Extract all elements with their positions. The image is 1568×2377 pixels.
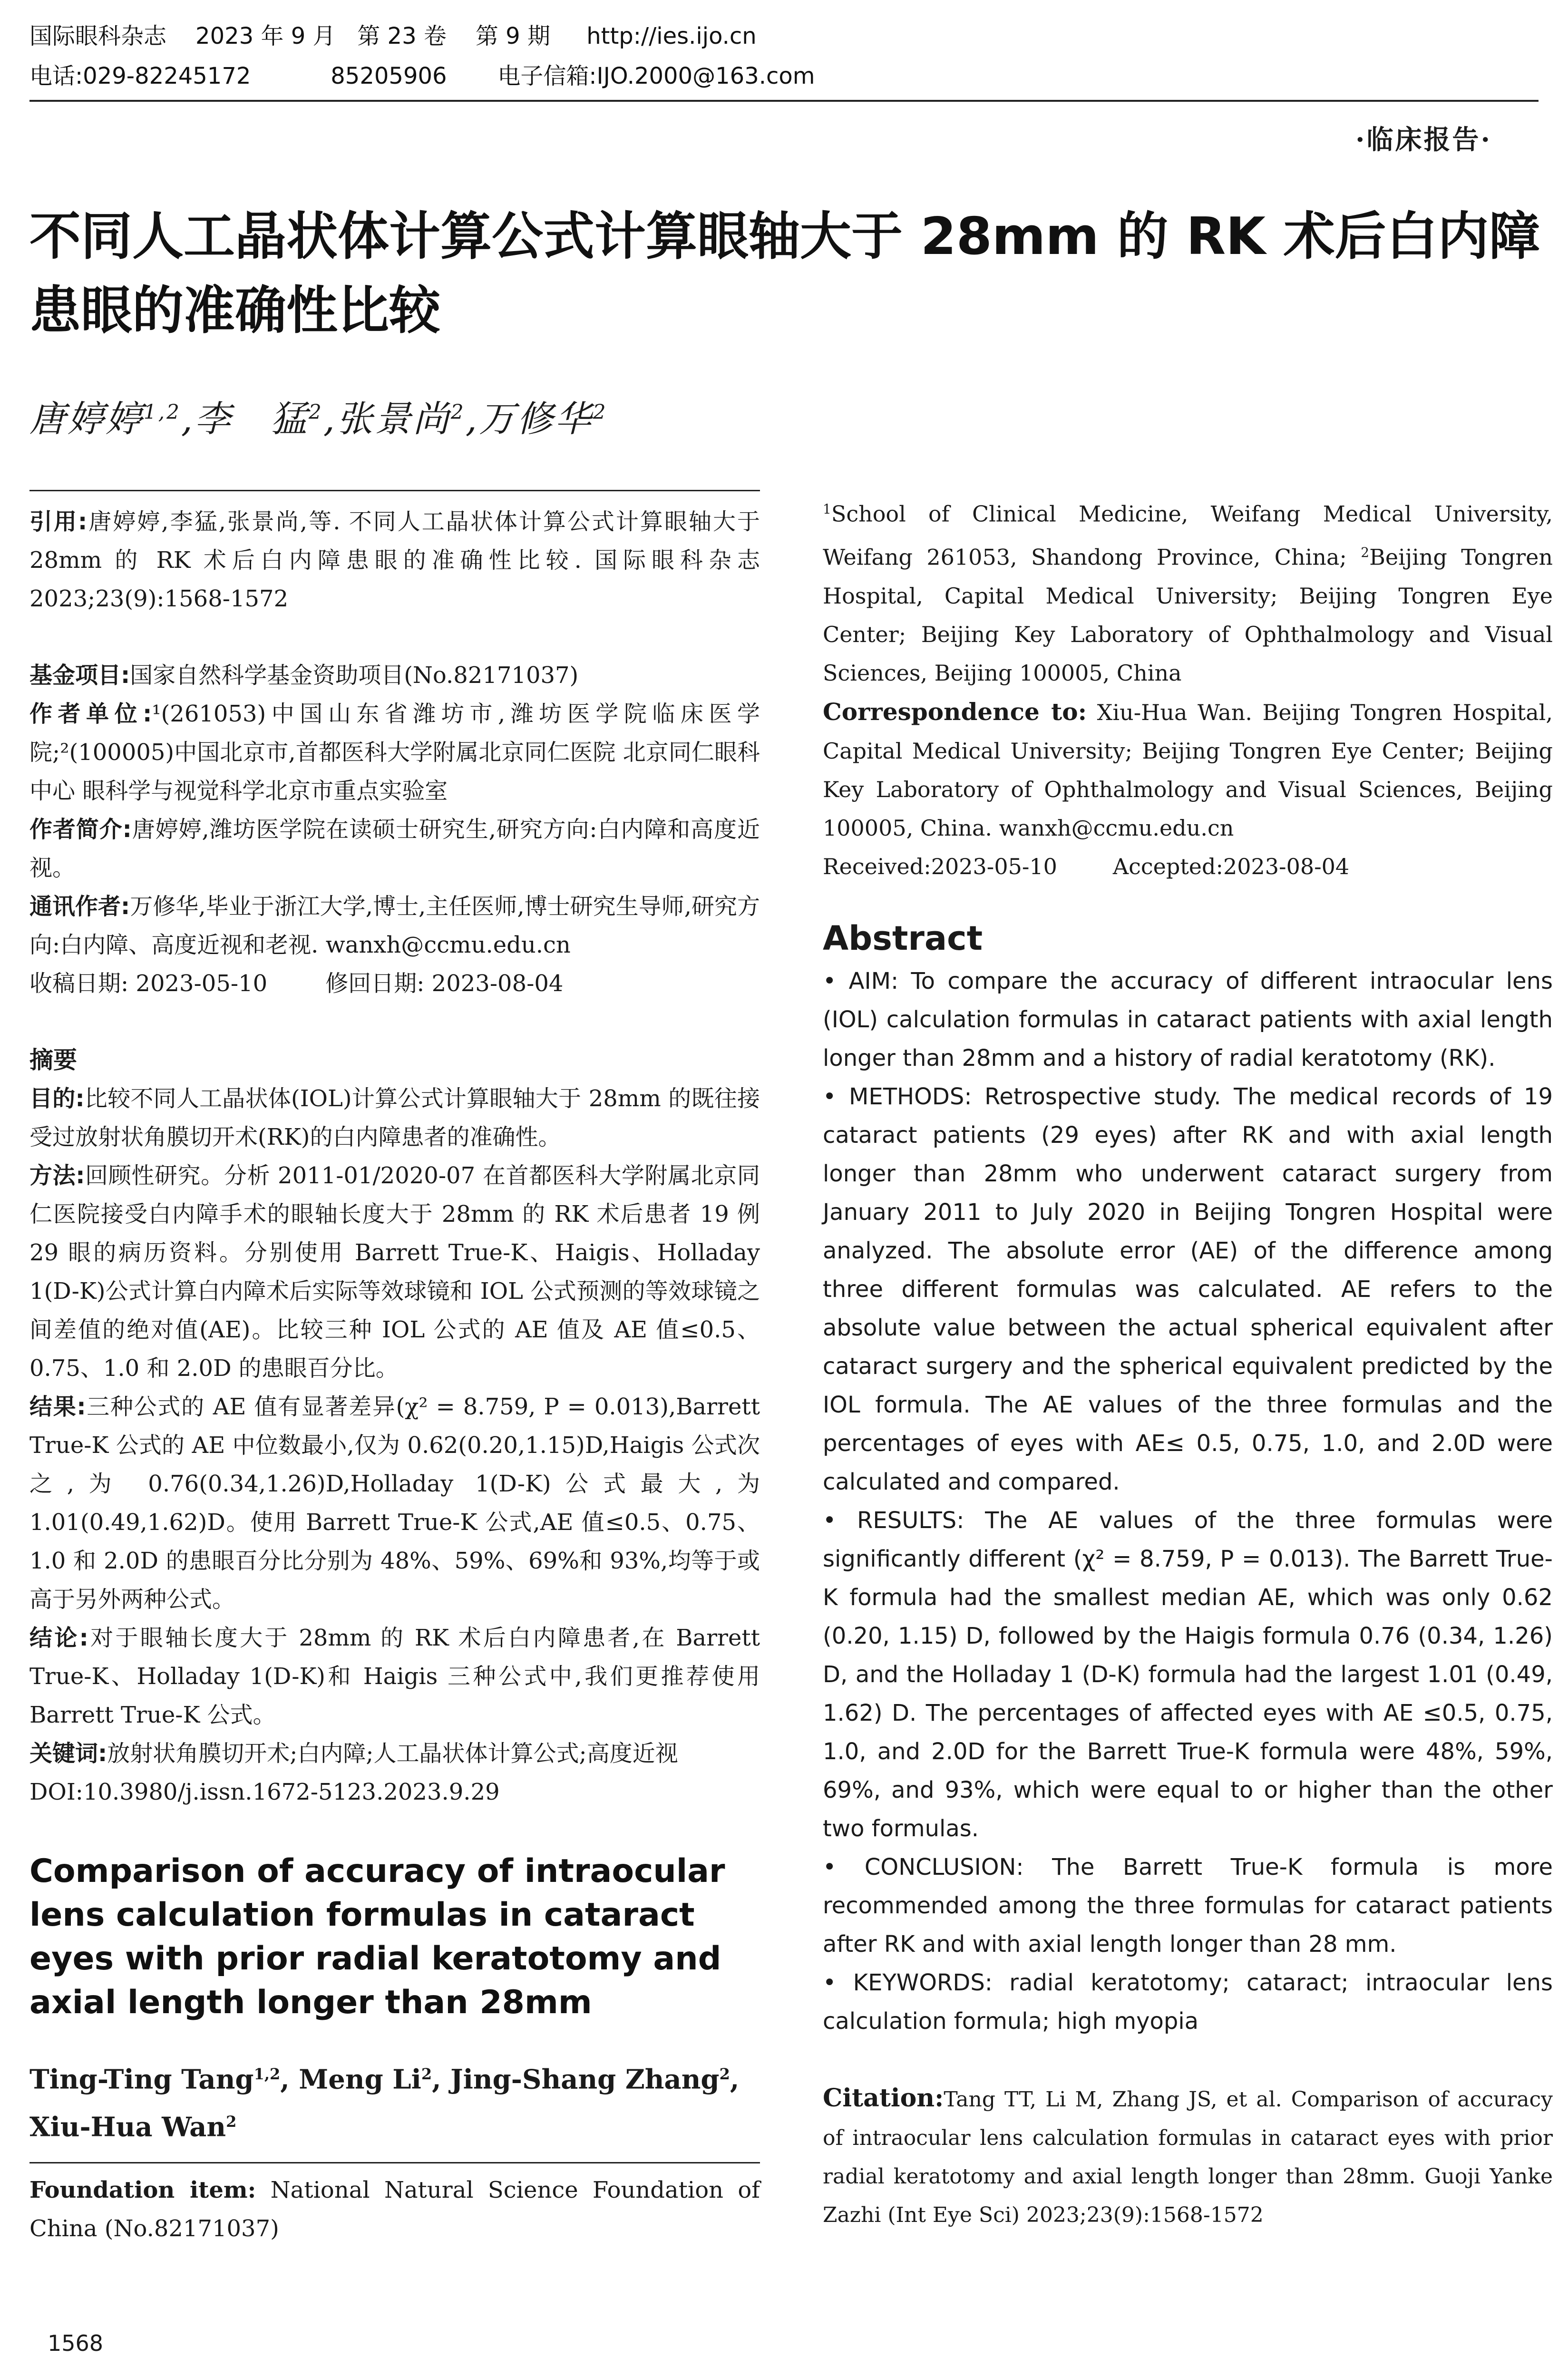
authors-chinese bbox=[29, 390, 608, 442]
page-number: 1568 bbox=[48, 2330, 104, 2356]
header-rule bbox=[29, 100, 1539, 102]
aim-cn: 目的:比较不同人工晶状体(IOL)计算公式计算眼轴大于 28mm 的既往接受过放射状角膜切开术(RK)的白内障患者的准确性。 bbox=[29, 1085, 760, 1150]
authors-english: Ting-Ting Tang$^{1,2}$, Meng Li$^2$, Jing-Shang Zhang$^2$, Xiu-Hua Wan$^2$ bbox=[29, 2064, 740, 2143]
author-bio: 作者简介:唐婷婷,潍坊医学院在读硕士研究生,研究方向:白内障和高度近视。 bbox=[29, 816, 760, 881]
dates-en: Received:2023-05-10 Accepted:2023-08-04 bbox=[823, 853, 1350, 879]
author-name: ,万修华 bbox=[465, 398, 593, 440]
author-name: ,张景尚 bbox=[323, 398, 451, 440]
citation-en: Citation:Tang TT, Li M, Zhang JS, et al. Comparison of accuracy of intraocular lens calculation formulas in cataract eyes with prior radial keratotomy and axial length longer than 28mm. Guoji Yanke Zazhi (Int Eye Sci) 2023;23(9):1568-1572 bbox=[823, 2083, 1553, 2227]
doi: DOI:10.3980/j.issn.1672-5123.2023.9.29 bbox=[29, 1779, 500, 1805]
keywords-en: • KEYWORDS: radial keratotomy; cataract; intraocular lens calculation formula; high myopia bbox=[823, 1969, 1553, 2035]
section-label: ·临床报告· bbox=[1355, 124, 1492, 156]
running-header-line-2: 电话:029-82245172 85205906 电子信箱:IJO.2000@163.com bbox=[29, 63, 815, 89]
foundation-item-en: Foundation item: National Natural Science Foundation of China (No.82171037) bbox=[29, 2177, 760, 2242]
dates-cn: 收稿日期: 2023-05-10 修回日期: 2023-08-04 bbox=[29, 970, 564, 997]
right-column bbox=[823, 490, 1553, 2234]
conclusion-cn: 结论:对于眼轴长度大于 28mm 的 RK 术后白内障患者,在 Barrett True-K、Holladay 1(D-K)和 Haigis 三种公式中,我们更推荐使用 Barrett True-K 公式。 bbox=[29, 1625, 760, 1728]
results-cn: 结果:三种公式的 AE 值有显著差异(χ² = 8.759, P = 0.013),Barrett True-K 公式的 AE 中位数最小,仅为 0.62(0.20,1.15)D,Haigis 公式次之,为 0.76(0.34,1.26)D,Holladay 1(D-K)公式最大,为 1.01(0.49,1.62)D。使用 Barrett True-K 公式,AE 值≤0.5、0.75、1.0 和 2.0D 的患眼百分比分别为 48%、59%、69%和 93%,均等于或高于另外两种公式。 bbox=[29, 1393, 760, 1613]
author-affiliation-mark: 2 bbox=[450, 400, 466, 424]
citation-cn: 引用:唐婷婷,李猛,张景尚,等. 不同人工晶状体计算公式计算眼轴大于 28mm 的 RK 术后白内障患眼的准确性比较. 国际眼科杂志 2023;23(9):1568-1572 bbox=[29, 508, 760, 612]
english-title: Comparison of accuracy of intraocular lens calculation formulas in cataract eyes with prior radial keratotomy and axial length longer than 28mm bbox=[29, 1852, 725, 2021]
author-affiliation-mark: 2 bbox=[308, 400, 323, 424]
left-column bbox=[29, 490, 760, 2248]
fund-item: 基金项目:国家自然科学基金资助项目(No.82171037) bbox=[29, 662, 579, 689]
affiliations-en: $^1$School of Clinical Medicine, Weifang Medical University, Weifang 261053, Shandong Province, China; $^2$Beijing Tongren Hospital, Capital Medical University; Beijing Tongren Eye Center; Beijing Key Laboratory of Ophthalmology and Visual Sciences, Beijing 100005, China bbox=[823, 501, 1553, 686]
abstract-heading-cn: 摘要 bbox=[29, 1046, 77, 1074]
conclusion-en: • CONCLUSION: The Barrett True-K formula is more recommended among the three formulas for cataract patients after RK and with axial length longer than 28 mm. bbox=[823, 1853, 1553, 1958]
keywords-cn: 关键词:放射状角膜切开术;白内障;人工晶状体计算公式;高度近视 bbox=[29, 1740, 678, 1767]
author-units: 作者单位:¹(261053)中国山东省潍坊市,潍坊医学院临床医学院;²(100005)中国北京市,首都医科大学附属北京同仁医院 北京同仁眼科中心 眼科学与视觉科学北京市重点实验室 bbox=[29, 701, 760, 804]
running-header-line-1: 国际眼科杂志 2023 年 9 月 第 23 卷 第 9 期 http://ies.ijo.cn bbox=[29, 23, 757, 49]
corresponding-author-cn: 通讯作者:万修华,毕业于浙江大学,博士,主任医师,博士研究生导师,研究方向:白内障、高度近视和老视. wanxh@ccmu.edu.cn bbox=[29, 893, 760, 958]
abstract-heading-en: Abstract bbox=[823, 918, 983, 958]
aim-en: • AIM: To compare the accuracy of different intraocular lens (IOL) calculation formulas in cataract patients with axial length longer than 28mm and a history of radial keratotomy (RK). bbox=[823, 967, 1553, 1072]
article-title: 不同人工晶状体计算公式计算眼轴大于 28mm 的 RK 术后白内障患眼的准确性比较 bbox=[29, 207, 1540, 341]
author-affiliation-mark: 1,2 bbox=[144, 400, 181, 424]
correspondence-en: Correspondence to: Xiu-Hua Wan. Beijing Tongren Hospital, Capital Medical University; Beijing Tongren Eye Center; Beijing Key Laboratory of Ophthalmology and Visual Sciences, Beijing 100005, China. wanxh@ccmu.edu.cn bbox=[823, 697, 1553, 841]
author-name: 唐婷婷 bbox=[29, 398, 144, 440]
results-en: • RESULTS: The AE values of the three formulas were significantly different (χ² = 8.759, P = 0.013). The Barrett True-K formula had the smallest median AE, which was only 0.62 (0.20, 1.15) D, followed by the Haigis formula 0.76 (0.34, 1.26) D, and the Holladay 1 (D-K) formula had the largest 1.01 (0.49, 1.62) D. The percentages of affected eyes with AE ≤0.5, 0.75, 1.0, and 2.0D for the Barrett True-K formula were 48%, 59%, 69%, and 93%, which were equal to or higher than the other two formulas. bbox=[823, 1507, 1553, 1842]
author-name: ,李 猛 bbox=[181, 398, 309, 440]
methods-cn: 方法:回顾性研究。分析 2011-01/2020-07 在首都医科大学附属北京同仁医院接受白内障手术的眼轴长度大于 28mm 的 RK 术后患者 19 例 29 眼的病历资料。分别使用 Barrett True-K、Haigis、Holladay 1(D-K)公式计算白内障术后实际等效球镜和 IOL 公式预测的等效球镜之间差值的绝对值(AE)。比较三种 IOL 公式的 AE 值及 AE 值≤0.5、0.75、1.0 和 2.0D 的患眼百分比。 bbox=[29, 1162, 760, 1382]
methods-en: • METHODS: Retrospective study. The medical records of 19 cataract patients (29 eyes) after RK and with axial length longer than 28mm who underwent cataract surgery from January 2011 to July 2020 in Beijing Tongren Hospital were analyzed. The absolute error (AE) of the difference among three different formulas was calculated. AE refers to the absolute value between the actual spherical equivalent after cataract surgery and the spherical equivalent predicted by the IOL formula. The AE values of the three formulas and the percentages of eyes with AE≤ 0.5, 0.75, 1.0, and 2.0D were calculated and compared. bbox=[823, 1083, 1553, 1495]
author-affiliation-mark: 2 bbox=[593, 400, 608, 424]
